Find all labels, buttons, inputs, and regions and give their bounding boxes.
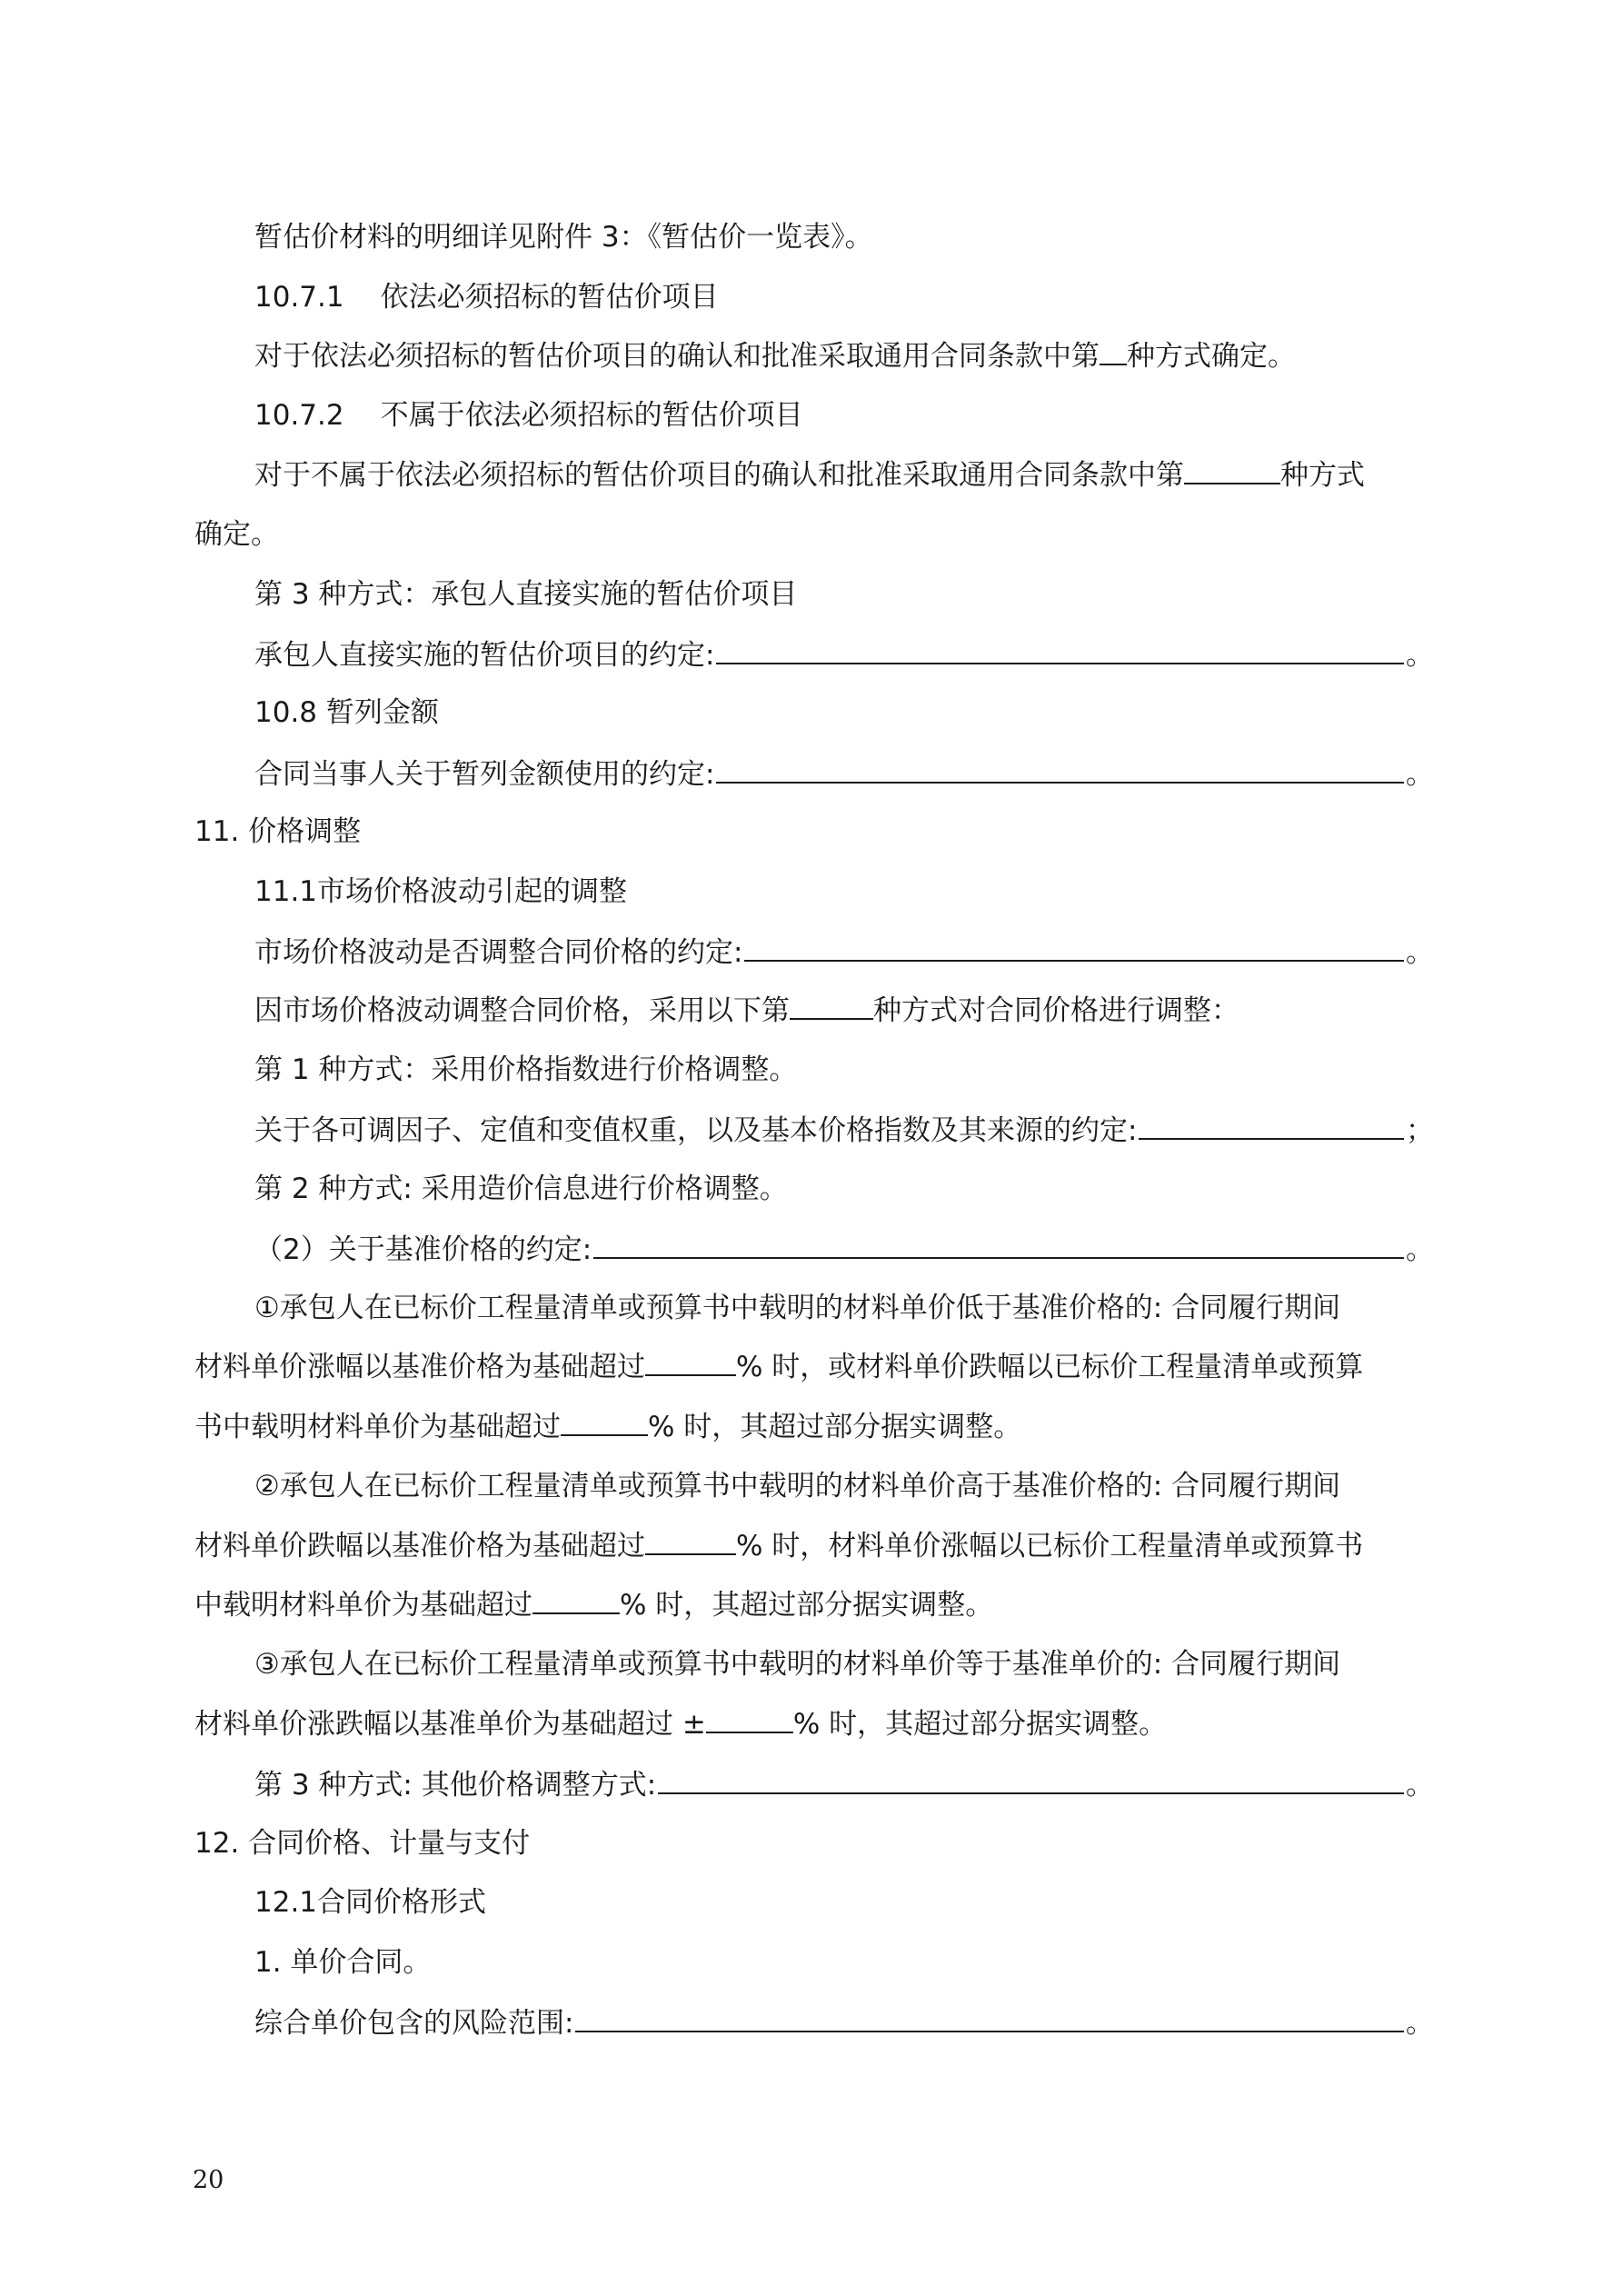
fill-blank[interactable] — [1139, 1111, 1404, 1140]
fill-blank[interactable] — [645, 1528, 736, 1555]
paragraph: 材料单价涨幅以基准价格为基础超过 % 时，或材料单价跌幅以已标价工程量清单或预算 — [194, 1351, 1364, 1383]
page-number: 20 — [193, 2166, 224, 2194]
fill-line: 第 3 种方式: 其他价格调整方式: 。 — [254, 1765, 1434, 1802]
fill-blank[interactable] — [706, 1706, 793, 1733]
section-heading-12: 12. 合同价格、计量与支付 — [194, 1827, 531, 1860]
fill-blank[interactable] — [575, 2003, 1404, 2032]
fill-line: 综合单价包含的风险范围: 。 — [254, 2003, 1434, 2040]
fill-blank[interactable] — [1100, 338, 1127, 365]
paragraph: 暂估价材料的明细详见附件 3：《暂估价一览表》。 — [254, 221, 873, 254]
paragraph: ③承包人在已标价工程量清单或预算书中载明的材料单价等于基准单价的: 合同履行期间 — [254, 1648, 1341, 1681]
paragraph: 对于不属于依法必须招标的暂估价项目的确认和批准采取通用合同条款中第 种方式 — [254, 459, 1365, 492]
fill-blank[interactable] — [716, 635, 1404, 664]
section-heading-12-1: 12.1合同价格形式 — [254, 1886, 487, 1919]
fill-blank[interactable] — [744, 933, 1404, 962]
paragraph: 材料单价涨跌幅以基准单价为基础超过 ± % 时，其超过部分据实调整。 — [194, 1708, 1168, 1741]
section-heading-10-7-1: 10.7.1 依法必须招标的暂估价项目 — [254, 281, 719, 314]
fill-blank[interactable] — [790, 993, 873, 1020]
fill-blank[interactable] — [561, 1409, 648, 1436]
fill-blank[interactable] — [645, 1349, 736, 1376]
fill-line: 承包人直接实施的暂估价项目的约定: 。 — [254, 635, 1434, 672]
section-heading-11-1: 11.1市场价格波动引起的调整 — [254, 875, 628, 908]
paragraph: 第 3 种方式：承包人直接实施的暂估价项目 — [254, 578, 798, 611]
section-heading-10-8: 10.8 暂列金额 — [254, 696, 439, 729]
paragraph: 书中载明材料单价为基础超过 % 时，其超过部分据实调整。 — [194, 1411, 1022, 1443]
paragraph: 对于依法必须招标的暂估价项目的确认和批准采取通用合同条款中第 种方式确定。 — [254, 340, 1296, 373]
paragraph: 因市场价格波动调整合同价格，采用以下第 种方式对合同价格进行调整： — [254, 994, 1239, 1027]
paragraph: 1. 单价合同。 — [254, 1946, 432, 1979]
paragraph: ①承包人在已标价工程量清单或预算书中载明的材料单价低于基准价格的: 合同履行期间 — [254, 1292, 1341, 1324]
paragraph: 中载明材料单价为基础超过 % 时，其超过部分据实调整。 — [194, 1589, 994, 1622]
paragraph: 材料单价跌幅以基准价格为基础超过 % 时，材料单价涨幅以已标价工程量清单或预算书 — [194, 1530, 1364, 1562]
fill-line: （2）关于基准价格的约定: 。 — [254, 1230, 1434, 1266]
section-heading-10-7-2: 10.7.2 不属于依法必须招标的暂估价项目 — [254, 399, 803, 432]
paragraph: 第 1 种方式：采用价格指数进行价格调整。 — [254, 1053, 798, 1086]
fill-line: 市场价格波动是否调整合同价格的约定: 。 — [254, 933, 1434, 969]
fill-blank[interactable] — [658, 1765, 1404, 1794]
fill-line: 合同当事人关于暂列金额使用的约定: 。 — [254, 754, 1434, 791]
fill-blank[interactable] — [1184, 457, 1280, 484]
fill-blank[interactable] — [716, 754, 1404, 784]
paragraph: 第 2 种方式: 采用造价信息进行价格调整。 — [254, 1173, 788, 1205]
paragraph: 确定。 — [194, 518, 279, 551]
fill-blank[interactable] — [532, 1587, 620, 1614]
paragraph: ②承包人在已标价工程量清单或预算书中载明的材料单价高于基准价格的: 合同履行期间 — [254, 1470, 1341, 1502]
section-heading-11: 11. 价格调整 — [194, 815, 362, 848]
fill-line: 关于各可调因子、定值和变值权重，以及基本价格指数及其来源的约定: ； — [254, 1111, 1434, 1147]
fill-blank[interactable] — [593, 1230, 1404, 1259]
